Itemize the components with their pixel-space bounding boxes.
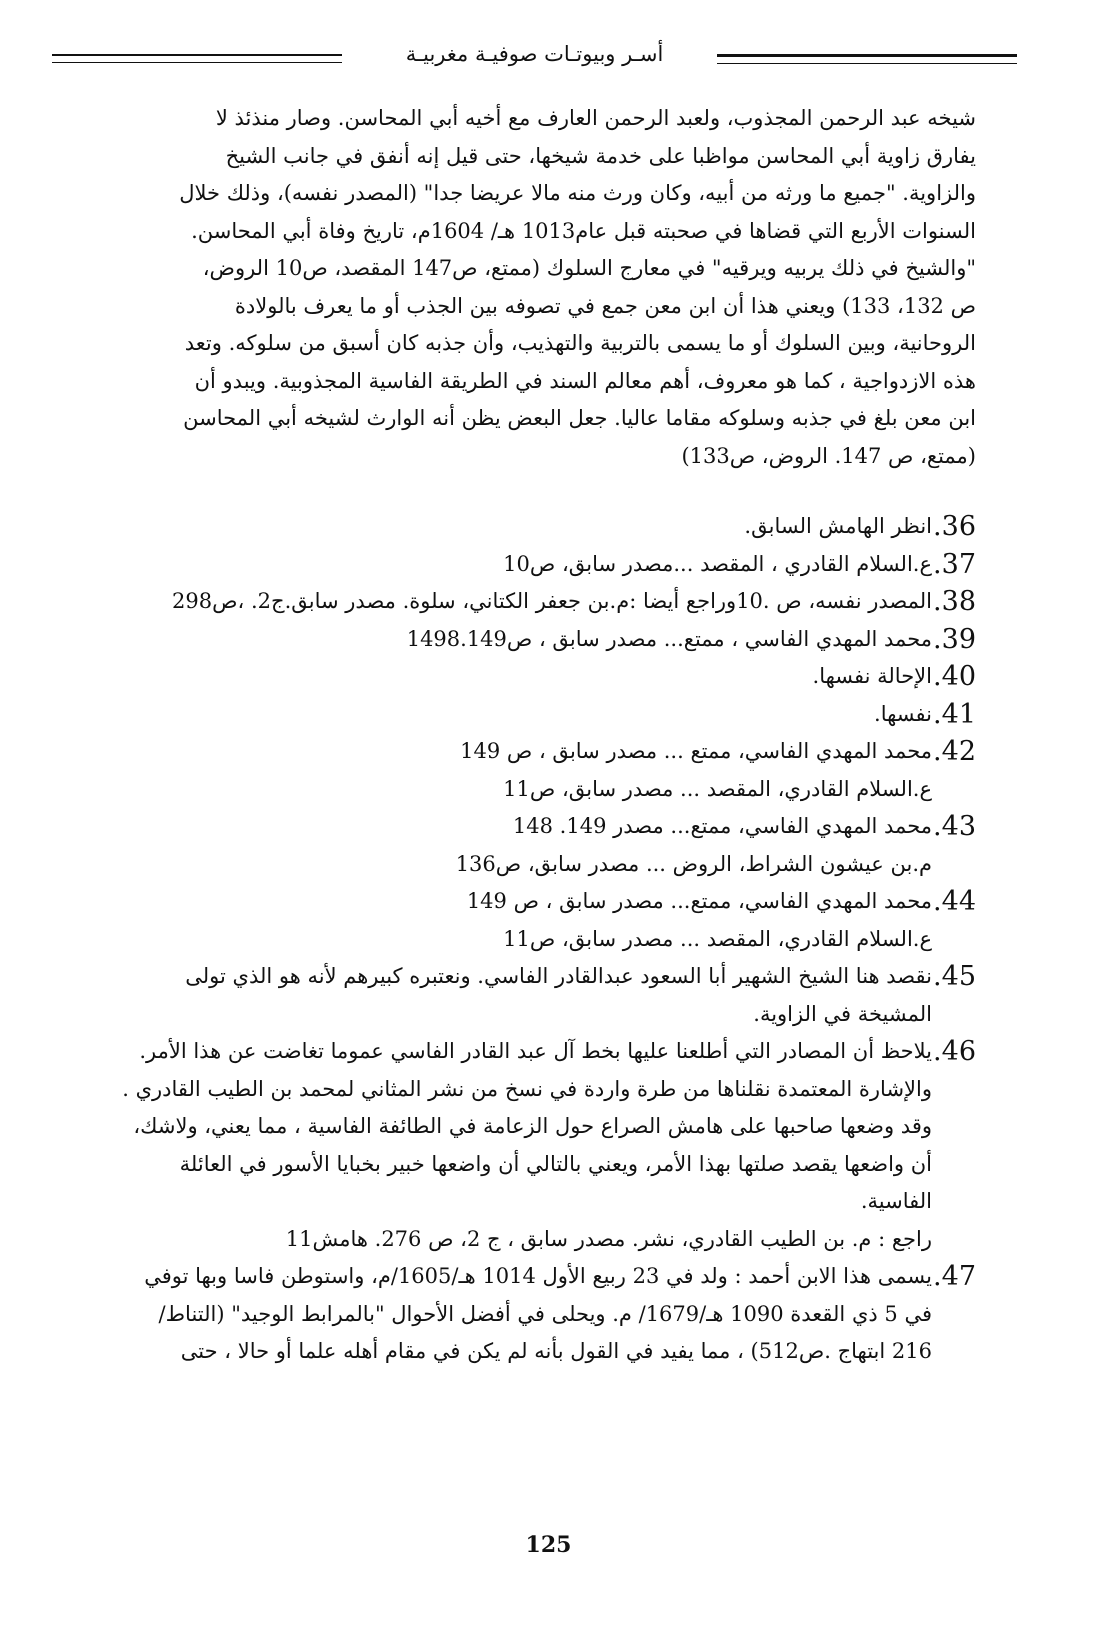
running-title: أسـر وبيوتـات صوفيـة مغربيـة [405, 42, 664, 66]
footnote-text: الإحالة نفسها. [812, 664, 932, 688]
footnote-line: المشيخة في الزاوية. [753, 1001, 932, 1026]
footnote-text: محمد المهدي الفاسي، ممتع... مصدر 149. 148 [512, 814, 932, 838]
footnote-line: أن واضعها يقصد صلتها بهذا الأمر، ويعني بالتالي أن واضعها خبير بخبايا الأسور في العائلة [179, 1151, 932, 1176]
footnote-line: يلاحظ أن المصادر التي أطلعنا عليها بخط آل عبد القادر الفاسي عموما تغاضت عن هذا الأمر. [139, 1039, 932, 1063]
footnote-line: 216 ابتهاج .ص512) ، مما يفيد في القول بأنه لم يكن في مقام أهله علما أو حالا ، حتى [180, 1339, 932, 1363]
footnote-43 [72, 808, 976, 846]
footnote-text [72, 1033, 932, 1221]
paragraph-line: يفارق زاوية أبي المحاسن مواظبا على خدمة شيخها، حتى قيل إنه أنفق في جانب الشيخ [225, 143, 976, 168]
page-number: 125 [525, 1532, 572, 1558]
footnote-37 [72, 546, 976, 584]
footnote-subreference: م.بن عيشون الشراط، الروض ... مصدر سابق، ص136 [455, 851, 932, 876]
footnote-number: 42. [933, 736, 976, 767]
paragraph-line: ص 132، 133) ويعني هذا أن ابن معن جمع في تصوفه بين الجذب أو ما يعرف بالولادة [234, 293, 976, 318]
footnote-39 [72, 621, 976, 659]
paragraph-line: ابن معن بلغ في جذبه وسلوكه مقاما عاليا. جعل البعض يظن أنه الوارث لشيخه أبي المحاسن [183, 406, 976, 430]
footnote-subreference: راجع : م. بن الطيب القادري، نشر. مصدر سابق ، ج 2، ص 276. هامش11 [285, 1226, 932, 1251]
footnote-line: نقصد هنا الشيخ الشهير أبا السعود عبدالقادر الفاسي. ونعتبره كبيرهم لأنه هو الذي تولى [185, 964, 932, 988]
footnote-text [72, 1258, 932, 1371]
footnote-number: 38. [933, 586, 976, 617]
footnote-number: 37. [933, 548, 976, 580]
footnote-36 [72, 508, 976, 546]
continued-footnote-paragraph [78, 100, 976, 475]
footnote-text: محمد المهدي الفاسي، ممتع... مصدر سابق ، ص 149 [466, 889, 932, 913]
footnote-42 [72, 733, 976, 771]
footnote-41 [72, 696, 976, 734]
footnote-number: 44. [933, 886, 976, 917]
paragraph-line: "والشيخ في ذلك يربيه ويرقيه" في معارج السلوك (ممتع، ص147 المقصد، ص10 الروض، [202, 256, 976, 280]
footnote-number: 39. [933, 623, 976, 655]
footnote-40 [72, 658, 976, 696]
footnote-number: 40. [933, 661, 976, 692]
footnote-line: وقد وضعها صاحبها على هامش الصراع حول الزعامة في الطائفة الفاسية ، مما يعني، ولاشك، [133, 1114, 932, 1138]
footnote-text: محمد المهدي الفاسي ، ممتع... مصدر سابق ، ص1498.149 [406, 626, 932, 651]
footnote-text: محمد المهدي الفاسي، ممتع ... مصدر سابق ، ص 149 [460, 739, 932, 763]
footnote-number: 47. [933, 1261, 976, 1292]
paragraph-line: هذه الازدواجية ، كما هو معروف، أهم معالم السند في الطريقة الفاسية المجذوبية. ويبدو أن [194, 368, 976, 393]
paragraph-line: شيخه عبد الرحمن المجذوب، ولعبد الرحمن العارف مع أخيه أبي المحاسن. وصار منذئذ لا [215, 106, 976, 130]
header-rule-right [717, 54, 1017, 64]
footnote-text: نفسها. [874, 701, 932, 726]
footnote-subreference: ع.السلام القادري، المقصد ... مصدر سابق، ص11 [503, 776, 932, 801]
footnote-38 [72, 583, 976, 621]
footnote-line: الفاسية. [860, 1189, 932, 1213]
footnote-number: 36. [933, 511, 976, 542]
footnotes-list [72, 508, 976, 1371]
paragraph-line: السنوات الأربع التي قضاها في صحبته قبل عام1013 هـ/ 1604م، تاريخ وفاة أبي المحاسن. [191, 218, 976, 243]
paragraph-line: الروحانية، وبين السلوك أو ما يسمى بالتربية والتهذيب، وأن جذبه كان أسبق من سلوكه. وتعد [184, 331, 976, 355]
footnote-text: انظر الهامش السابق. [744, 514, 932, 538]
footnote-47 [72, 1258, 976, 1371]
footnote-number: 46. [933, 1036, 976, 1067]
footnote-subreference: ع.السلام القادري، المقصد ... مصدر سابق، ص11 [503, 926, 932, 951]
footnote-line: يسمى هذا الابن أحمد : ولد في 23 ربيع الأول 1014 هـ/1605/م، واستوطن فاسا وبها توفي [144, 1264, 932, 1288]
footnote-46 [72, 1033, 976, 1221]
footnote-text [72, 958, 932, 1033]
paragraph-line: والزاوية. "جميع ما ورثه من أبيه، وكان ورث منه مالا عريضا جدا" (المصدر نفسه)، وذلك خلال [179, 181, 976, 205]
footnote-number: 45. [933, 961, 976, 992]
footnote-44 [72, 883, 976, 921]
footnote-number: 43. [933, 811, 976, 842]
footnote-line: والإشارة المعتمدة نقلناها من طرة واردة في نسخ من نشر المثاني لمحمد بن الطيب القادري . [122, 1076, 932, 1101]
footnote-text: المصدر نفسه، ص .10وراجع أيضا :م.بن جعفر الكتاني، سلوة. مصدر سابق.ج2. ،ص298 [172, 589, 932, 613]
footnote-text: ع.السلام القادري ، المقصد ...مصدر سابق، ص10 [503, 551, 932, 576]
footnote-45 [72, 958, 976, 1033]
paragraph-line: (ممتع، ص 147. الروض، ص133) [681, 443, 976, 468]
footnote-number: 41. [933, 698, 976, 730]
footnote-line: في 5 ذي القعدة 1090 هـ/1679/ م. ويحلى في أفضل الأحوال "بالمرابط الوجيد" (التناط/ [158, 1301, 932, 1326]
running-header [52, 40, 1017, 80]
